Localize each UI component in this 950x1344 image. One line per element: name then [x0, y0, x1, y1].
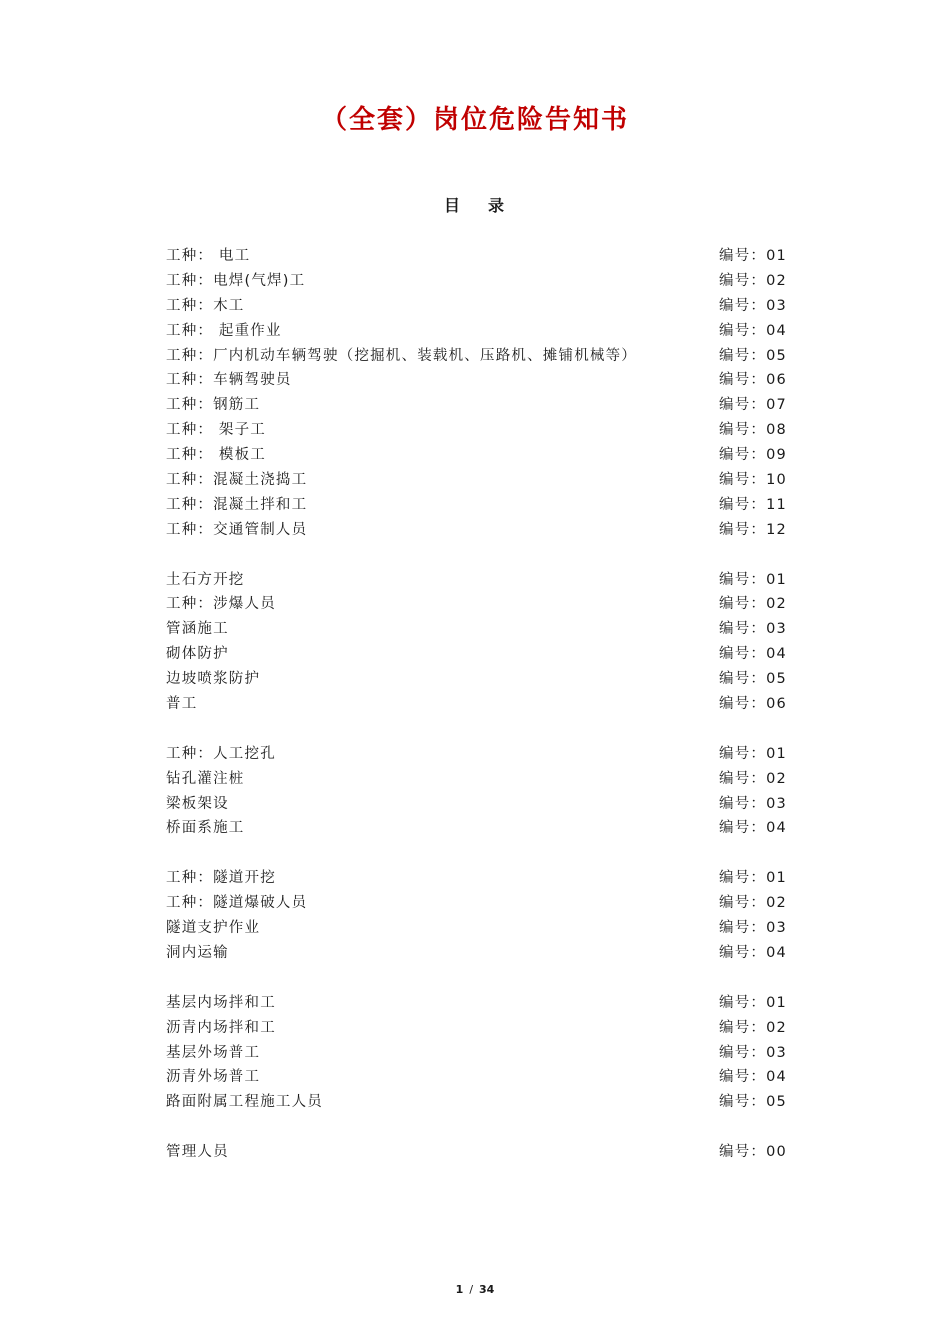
toc-entry-title: 边坡喷浆防护 [166, 671, 261, 688]
toc-entry-code: 编号：02 [719, 895, 787, 912]
toc-entry-code: 编号：02 [719, 272, 787, 289]
toc-entry-code: 编号：04 [719, 322, 787, 339]
toc-entry-code: 编号：00 [719, 1144, 787, 1161]
toc-entry-code: 编号：12 [719, 521, 787, 538]
toc-entry-title: 土石方开挖 [166, 571, 245, 588]
toc-entry-title: 隧道支护作业 [166, 920, 261, 937]
toc-entry-title: 工种： 架子工 [166, 422, 267, 439]
toc-entry[interactable] [166, 767, 786, 792]
toc-entry-code: 编号：01 [719, 248, 787, 264]
toc-entry[interactable] [166, 244, 786, 269]
toc-entry[interactable] [166, 792, 786, 817]
toc-entry[interactable] [166, 1065, 786, 1090]
toc-entry-code: 编号：03 [719, 1044, 787, 1061]
toc-entry[interactable] [166, 617, 786, 642]
toc-entry[interactable] [166, 1041, 786, 1066]
toc-group [166, 742, 786, 842]
toc-entry-code: 编号：05 [719, 347, 787, 364]
toc-entry-title: 梁板架设 [166, 795, 229, 812]
toc-entry-title: 洞内运输 [166, 944, 229, 961]
toc-entry-title: 工种：人工挖孔 [166, 745, 276, 762]
toc-entry[interactable] [166, 269, 786, 294]
toc-entry-title: 工种：电焊(气焊)工 [166, 272, 306, 289]
toc-entry-code: 编号：02 [719, 770, 787, 787]
toc-entry[interactable] [166, 294, 786, 319]
toc-entry-code: 编号：02 [719, 596, 787, 613]
toc-entry-code: 编号：05 [719, 1094, 787, 1111]
toc-entry[interactable] [166, 866, 786, 891]
table-of-contents [166, 244, 786, 1190]
toc-entry-code: 编号：04 [719, 944, 787, 961]
toc-entry-code: 编号：05 [719, 671, 787, 688]
toc-entry[interactable] [166, 941, 786, 966]
toc-group [166, 1140, 786, 1165]
toc-entry[interactable] [166, 991, 786, 1016]
toc-entry-code: 编号：07 [719, 397, 787, 414]
toc-entry[interactable] [166, 891, 786, 916]
toc-entry[interactable] [166, 568, 786, 593]
toc-entry-title: 工种：混凝土浇捣工 [166, 472, 308, 489]
toc-entry-title: 工种：隧道开挖 [166, 870, 276, 887]
toc-entry[interactable] [166, 319, 786, 344]
toc-entry[interactable] [166, 592, 786, 617]
toc-entry-title: 工种： 起重作业 [166, 322, 282, 339]
toc-entry-code: 编号：04 [719, 1069, 787, 1086]
toc-entry-code: 编号：04 [719, 820, 787, 837]
toc-entry-code: 编号：01 [719, 870, 787, 887]
toc-entry-code: 编号：11 [719, 496, 787, 513]
page-number-footer [0, 1281, 950, 1299]
toc-entry-title: 工种：混凝土拌和工 [166, 496, 308, 513]
total-pages: 34 [479, 1283, 495, 1296]
toc-entry-title: 路面附属工程施工人员 [166, 1094, 323, 1111]
toc-heading-left: 目 [443, 196, 462, 215]
toc-entry-title: 工种：涉爆人员 [166, 596, 276, 613]
toc-entry[interactable] [166, 443, 786, 468]
toc-entry-code: 编号：03 [719, 920, 787, 937]
toc-entry-title: 基层内场拌和工 [166, 994, 276, 1011]
toc-entry-title: 沥青内场拌和工 [166, 1019, 276, 1036]
toc-entry-title: 工种：车辆驾驶员 [166, 372, 292, 389]
toc-entry-title: 砌体防护 [166, 646, 229, 663]
toc-entry-title: 工种：木工 [166, 297, 245, 314]
toc-entry-code: 编号：03 [719, 621, 787, 638]
toc-entry-title: 桥面系施工 [166, 820, 245, 837]
page-separator: / [469, 1283, 474, 1296]
toc-entry[interactable] [166, 368, 786, 393]
document-title: （全套）岗位危险告知书 [320, 105, 629, 135]
toc-entry-code: 编号：04 [719, 646, 787, 663]
toc-entry-title: 管理人员 [166, 1144, 229, 1161]
toc-entry-code: 编号：06 [719, 696, 787, 713]
toc-entry-title: 工种：厂内机动车辆驾驶（挖掘机、装载机、压路机、摊铺机械等） [166, 347, 637, 364]
toc-entry-code: 编号：03 [719, 297, 787, 314]
toc-entry[interactable] [166, 667, 786, 692]
toc-entry-code: 编号：10 [719, 472, 787, 489]
toc-entry-title: 普工 [166, 696, 198, 713]
toc-entry-code: 编号：02 [719, 1019, 787, 1036]
current-page: 1 [455, 1283, 464, 1296]
toc-group [166, 244, 786, 543]
toc-entry-code: 编号：06 [719, 372, 787, 389]
toc-entry[interactable] [166, 816, 786, 841]
toc-entry[interactable] [166, 493, 786, 518]
toc-entry[interactable] [166, 518, 786, 543]
toc-group [166, 866, 786, 966]
toc-entry-title: 工种：交通管制人员 [166, 521, 308, 538]
toc-entry[interactable] [166, 642, 786, 667]
toc-entry-title: 沥青外场普工 [166, 1069, 261, 1086]
toc-entry-code: 编号：08 [719, 422, 787, 439]
toc-entry[interactable] [166, 742, 786, 767]
toc-entry[interactable] [166, 692, 786, 717]
toc-entry-code: 编号：01 [719, 571, 787, 588]
toc-entry-code: 编号：09 [719, 447, 787, 464]
toc-entry-code: 编号：01 [719, 994, 787, 1011]
toc-entry[interactable] [166, 418, 786, 443]
toc-group [166, 991, 786, 1115]
toc-entry[interactable] [166, 1140, 786, 1165]
toc-entry-code: 编号：03 [719, 795, 787, 812]
toc-group [166, 568, 786, 717]
toc-entry-title: 基层外场普工 [166, 1044, 261, 1061]
toc-entry[interactable] [166, 1090, 786, 1115]
toc-entry-title: 管涵施工 [166, 621, 229, 638]
toc-entry-title: 工种：隧道爆破人员 [166, 895, 308, 912]
toc-entry[interactable] [166, 1016, 786, 1041]
toc-entry-title: 钻孔灌注桩 [166, 770, 245, 787]
toc-entry-code: 编号：01 [719, 745, 787, 762]
toc-entry[interactable] [166, 344, 786, 369]
toc-heading-right: 录 [488, 196, 507, 215]
toc-entry[interactable] [166, 468, 786, 493]
toc-entry[interactable] [166, 393, 786, 418]
toc-entry[interactable] [166, 916, 786, 941]
toc-entry-title: 工种： 电工 [166, 248, 251, 264]
toc-entry-title: 工种： 模板工 [166, 447, 267, 464]
toc-heading [0, 194, 950, 218]
toc-entry-title: 工种：钢筋工 [166, 397, 261, 414]
